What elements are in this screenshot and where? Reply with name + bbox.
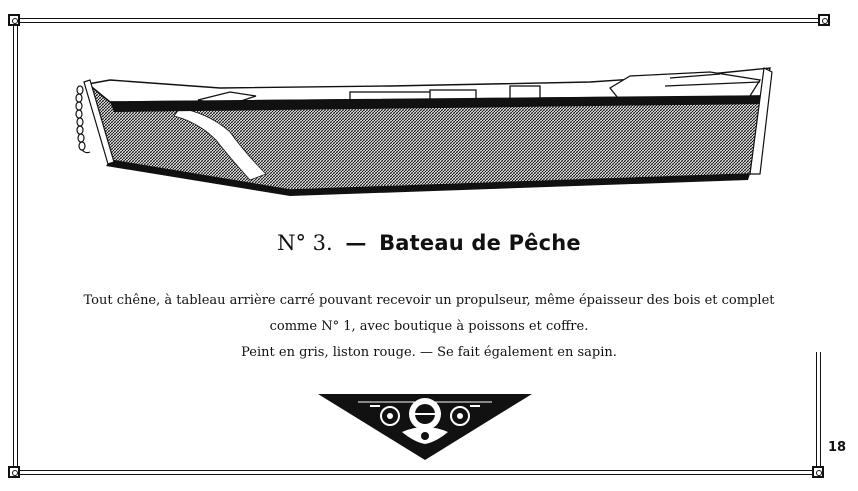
art-deco-ornament (318, 392, 532, 462)
product-title (0, 230, 858, 255)
description-line-3: Peint en gris, liston rouge. — Se fait également en sapin. (241, 345, 617, 360)
frame-top-line (14, 18, 822, 19)
frame-right-line-inner (820, 352, 821, 476)
frame-corner-ornament-bottom-left (8, 466, 20, 478)
product-name: Bateau de Pêche (379, 231, 581, 255)
fishing-boat-illustration (70, 62, 775, 202)
product-number: N° 3. (277, 231, 333, 255)
frame-corner-ornament-bottom-right (812, 466, 824, 478)
page-number: 18 (828, 440, 847, 455)
frame-bottom-line-inner (14, 474, 822, 475)
frame-top-line-inner (14, 22, 822, 23)
frame-bottom-line (14, 470, 822, 471)
description-line-1: Tout chêne, à tableau arrière carré pouvant recevoir un propulseur, même épaisseur des bois et complet (83, 293, 775, 308)
frame-corner-ornament-top-right (818, 14, 830, 26)
frame-right-line (816, 352, 817, 476)
description-line-2: comme N° 1, avec boutique à poissons et coffre. (269, 319, 589, 334)
product-description (60, 288, 798, 366)
title-dash: — (345, 230, 367, 255)
frame-corner-ornament-top-left (8, 14, 20, 26)
